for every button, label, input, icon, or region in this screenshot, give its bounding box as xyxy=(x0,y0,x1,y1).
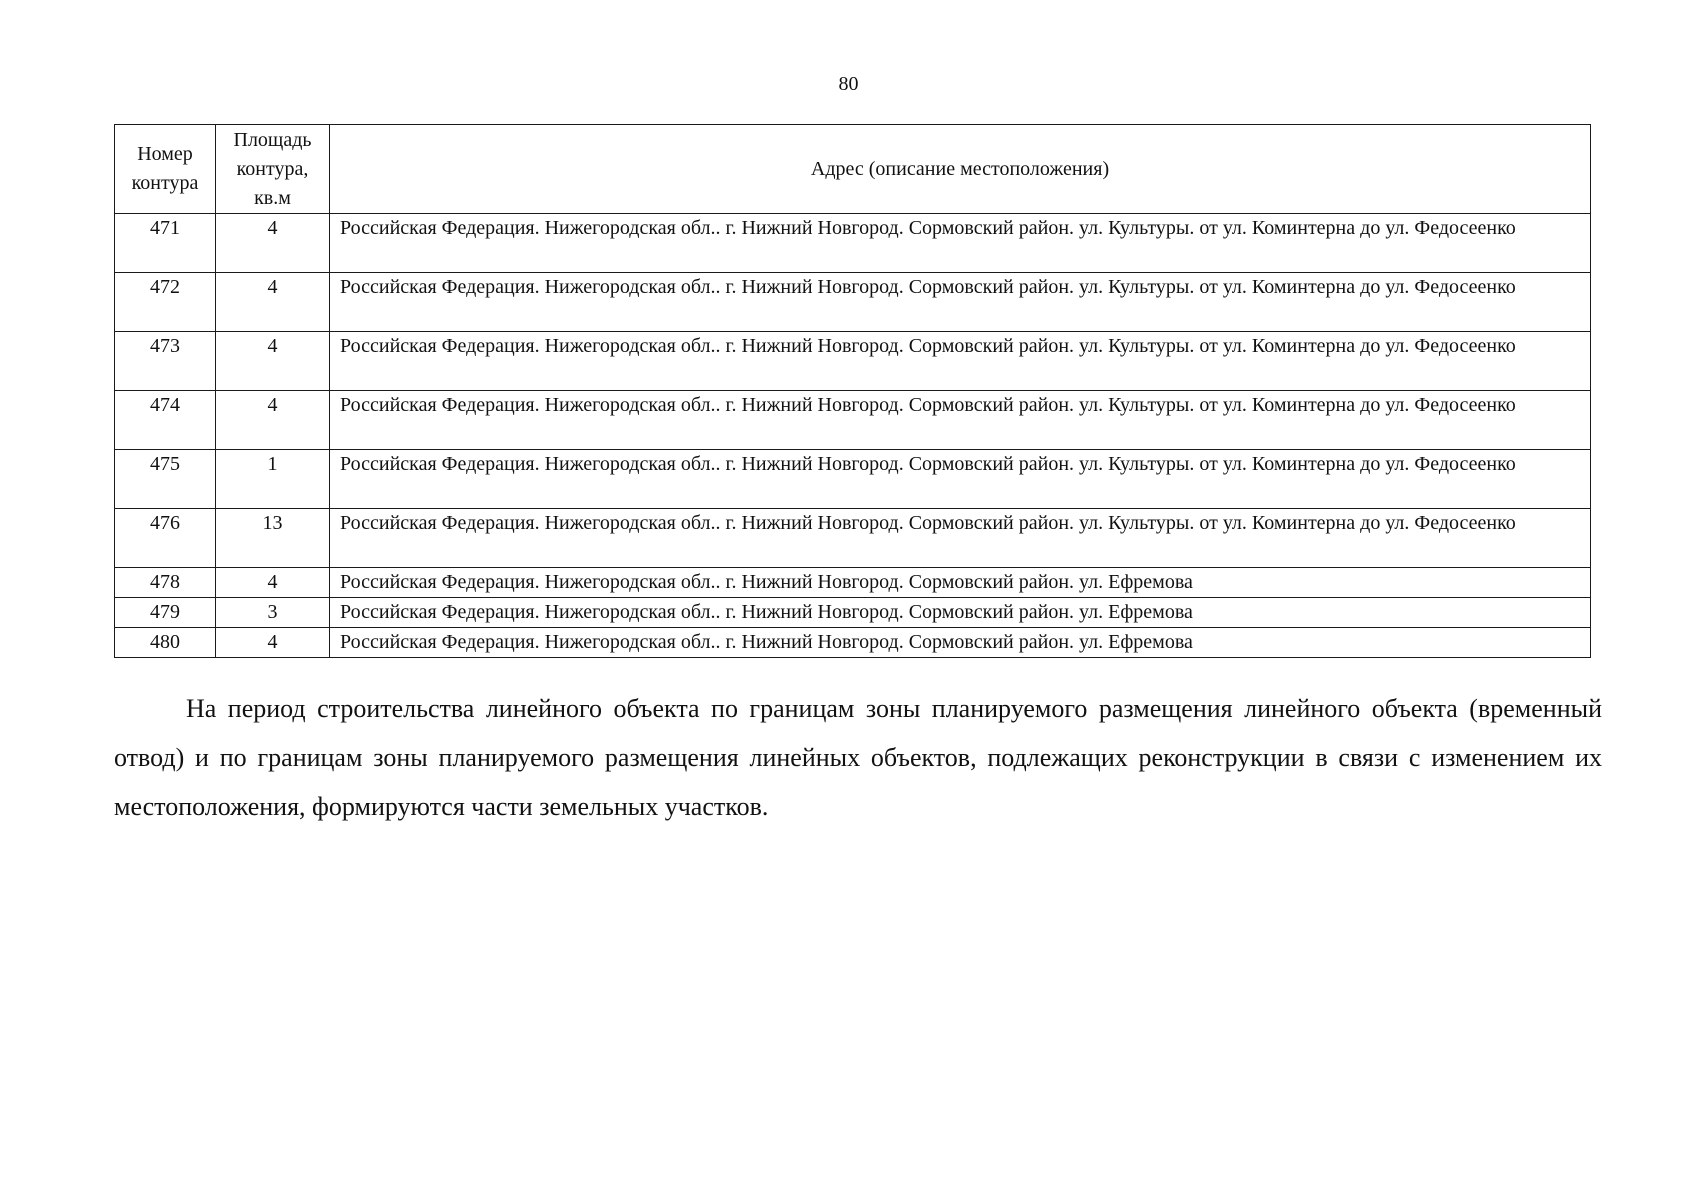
cell-address: Российская Федерация. Нижегородская обл.. г. Нижний Новгород. Сормовский район. ул. Культуры. от ул. Коминтерна до ул. Федосеенко xyxy=(330,273,1591,332)
cell-contour-number: 476 xyxy=(115,509,216,568)
contour-table-container xyxy=(114,124,1590,658)
header-contour-number: Номер контура xyxy=(115,125,216,214)
cell-contour-area: 3 xyxy=(216,598,330,628)
contour-table xyxy=(114,124,1591,658)
cell-contour-number: 473 xyxy=(115,332,216,391)
cell-contour-number: 471 xyxy=(115,214,216,273)
table-row xyxy=(115,273,1591,332)
table-row xyxy=(115,332,1591,391)
cell-contour-number: 475 xyxy=(115,450,216,509)
cell-contour-area: 4 xyxy=(216,628,330,658)
cell-contour-area: 4 xyxy=(216,568,330,598)
header-contour-area: Площадь контура, кв.м xyxy=(216,125,330,214)
cell-contour-area: 13 xyxy=(216,509,330,568)
cell-address: Российская Федерация. Нижегородская обл.. г. Нижний Новгород. Сормовский район. ул. Культуры. от ул. Коминтерна до ул. Федосеенко xyxy=(330,391,1591,450)
cell-address: Российская Федерация. Нижегородская обл.. г. Нижний Новгород. Сормовский район. ул. Культуры. от ул. Коминтерна до ул. Федосеенко xyxy=(330,509,1591,568)
cell-contour-number: 478 xyxy=(115,568,216,598)
table-row xyxy=(115,568,1591,598)
cell-contour-area: 4 xyxy=(216,391,330,450)
cell-contour-area: 4 xyxy=(216,332,330,391)
body-paragraph: На период строительства линейного объекта по границам зоны планируемого размещения линейного объекта (временный отвод) и по границам зоны планируемого размещения линейных объектов, подлежащих реконструкции в связи с изменением их местоположения, формируются части земельных участков. xyxy=(114,694,1602,821)
cell-address: Российская Федерация. Нижегородская обл.. г. Нижний Новгород. Сормовский район. ул. Культуры. от ул. Коминтерна до ул. Федосеенко xyxy=(330,214,1591,273)
table-row xyxy=(115,509,1591,568)
cell-address: Российская Федерация. Нижегородская обл.. г. Нижний Новгород. Сормовский район. ул. Культуры. от ул. Коминтерна до ул. Федосеенко xyxy=(330,450,1591,509)
cell-contour-area: 4 xyxy=(216,273,330,332)
table-header-row xyxy=(115,125,1591,214)
cell-address: Российская Федерация. Нижегородская обл.. г. Нижний Новгород. Сормовский район. ул. Ефремова xyxy=(330,568,1591,598)
cell-contour-area: 4 xyxy=(216,214,330,273)
cell-contour-number: 474 xyxy=(115,391,216,450)
header-address: Адрес (описание местоположения) xyxy=(330,125,1591,214)
cell-address: Российская Федерация. Нижегородская обл.. г. Нижний Новгород. Сормовский район. ул. Культуры. от ул. Коминтерна до ул. Федосеенко xyxy=(330,332,1591,391)
page-number: 80 xyxy=(838,73,859,95)
cell-contour-number: 479 xyxy=(115,598,216,628)
cell-address: Российская Федерация. Нижегородская обл.. г. Нижний Новгород. Сормовский район. ул. Ефремова xyxy=(330,628,1591,658)
table-row xyxy=(115,450,1591,509)
cell-address: Российская Федерация. Нижегородская обл.. г. Нижний Новгород. Сормовский район. ул. Ефремова xyxy=(330,598,1591,628)
cell-contour-number: 480 xyxy=(115,628,216,658)
table-row xyxy=(115,598,1591,628)
cell-contour-number: 472 xyxy=(115,273,216,332)
cell-contour-area: 1 xyxy=(216,450,330,509)
table-row xyxy=(115,628,1591,658)
table-row xyxy=(115,214,1591,273)
table-row xyxy=(115,391,1591,450)
